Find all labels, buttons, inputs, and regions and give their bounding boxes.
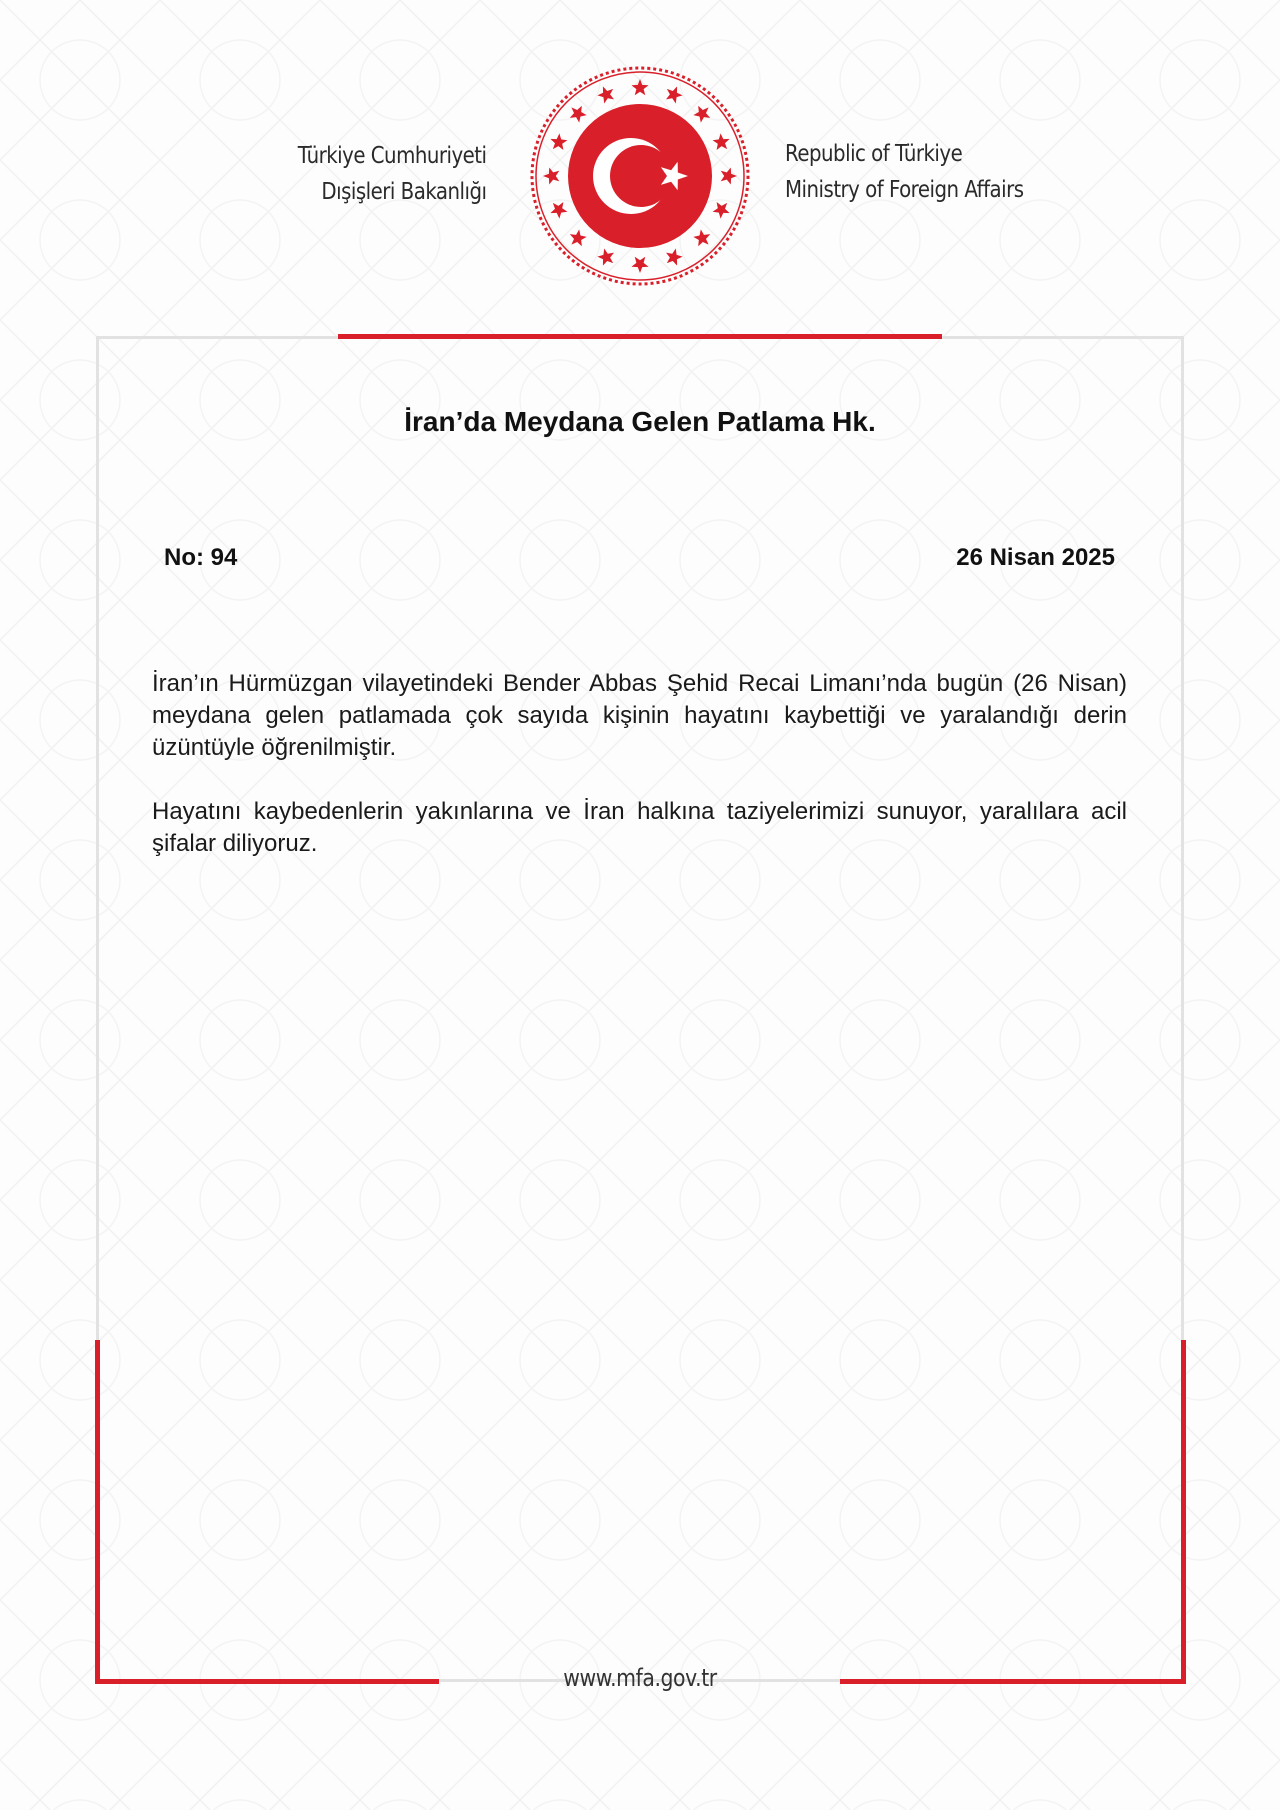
emblem-star-icon [570,229,587,246]
header-ministry-tr [298,138,487,210]
body-paragraph: İran’ın Hürmüzgan vilayetindeki Bender Abbas Şehid Recai Limanı’nda bugün (26 Nisan) meydana gelen patlamada çok sayıda kişinin hayatını kaybettiği ve yaralandığı derin üzüntüyle öğrenilmiştir. [152,670,1127,761]
emblem-star-icon [570,106,587,123]
header-left-line1: Türkiye Cumhuriyeti [298,143,487,169]
body-paragraph: Hayatını kaybedenlerin yakınlarına ve İran halkına taziyelerimizi sunuyor, yaralılara acil şifalar diliyoruz. [152,798,1127,857]
emblem-star-icon [550,202,567,219]
header-right-line1: Republic of Türkiye [785,141,963,167]
header-ministry-en [785,136,1024,208]
document-body [152,668,1127,892]
document-date: 26 Nisan 2025 [956,544,1115,571]
emblem-star-icon [631,257,648,273]
crescent-star-emblem-icon [528,64,752,288]
emblem-star-icon [713,133,730,150]
emblem-star-icon [693,229,710,246]
emblem-star-icon [631,79,648,95]
frame-right-red-bar [1181,1340,1186,1684]
emblem-star-icon [666,249,683,266]
emblem-star-icon [666,86,683,103]
emblem-star-icon [543,167,559,184]
emblem-star-icon [550,133,567,150]
footer-url: www.mfa.gov.tr [563,1664,717,1692]
document-title: İran’da Meydana Gelen Patlama Hk. [404,406,876,437]
emblem-star-icon [713,202,730,219]
frame-top-red-bar [338,334,942,339]
page-frame [96,336,1184,1682]
header-left-line2: Dışişleri Bakanlığı [321,179,487,205]
document-number: No: 94 [164,544,238,571]
emblem-star-icon [597,249,614,266]
emblem-star-icon [721,167,737,184]
emblem-star-icon [597,86,614,103]
emblem-star-icon [693,106,710,123]
frame-left-red-bar [95,1340,100,1684]
header-right-line2: Ministry of Foreign Affairs [785,177,1024,203]
